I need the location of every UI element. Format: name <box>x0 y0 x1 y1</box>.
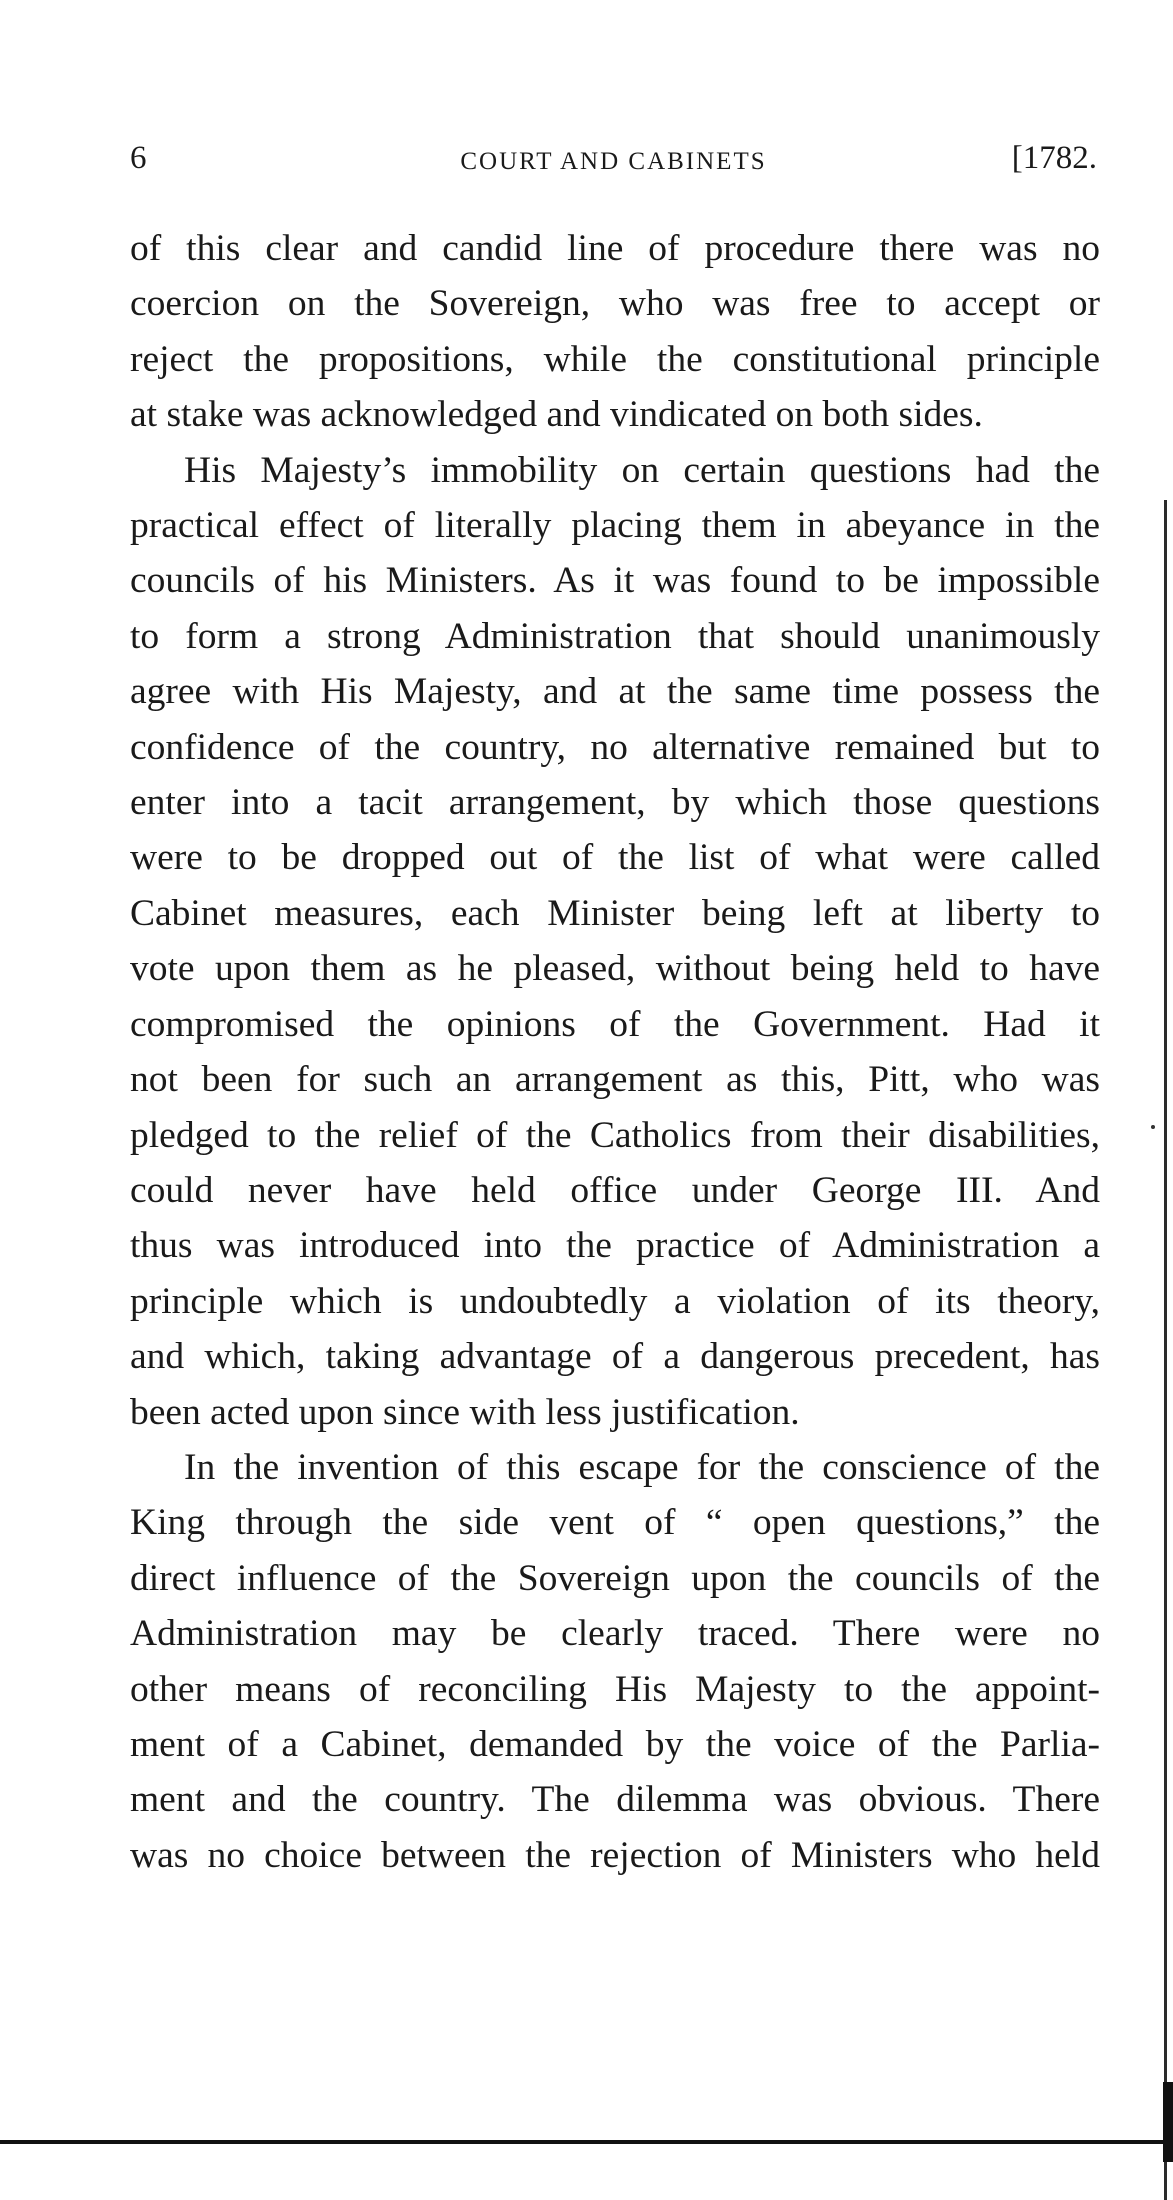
running-title: COURT AND CABINETS <box>460 148 767 175</box>
text-line: councils of his Ministers. As it was found to be impossible <box>130 560 1100 602</box>
text-line: King through the side vent of “ open questions,” the <box>130 1502 1100 1544</box>
text-line: agree with His Majesty, and at the same time possess the <box>130 671 1100 713</box>
body-text <box>130 221 1100 1883</box>
text-line: could never have held office under George III. And <box>130 1169 1100 1211</box>
scan-corner <box>1163 2082 1173 2162</box>
text-line: Cabinet measures, each Minister being left at liberty to <box>130 892 1100 934</box>
text-line: at stake was acknowledged and vindicated on both sides. <box>130 394 983 436</box>
text-line: Administration may be clearly traced. There were no <box>130 1613 1100 1655</box>
text-line: and which, taking advantage of a dangerous precedent, has <box>130 1336 1100 1378</box>
text-line: to form a strong Administration that should unanimously <box>130 615 1100 657</box>
header-year: [1782. <box>1011 140 1097 176</box>
text-line: been acted upon since with less justification. <box>130 1391 800 1433</box>
page-number: 6 <box>130 140 147 176</box>
text-line: of this clear and candid line of procedure there was no <box>130 228 1100 269</box>
text-line: In the invention of this escape for the conscience of the <box>184 1446 1100 1488</box>
text-line: pledged to the relief of the Catholics from their disabilities, <box>130 1114 1100 1156</box>
text-line: vote upon them as he pleased, without being held to have <box>130 948 1100 990</box>
text-line: were to be dropped out of the list of what were called <box>130 837 1100 879</box>
text-line: other means of reconciling His Majesty to the appoint- <box>130 1668 1100 1710</box>
text-line: His Majesty’s immobility on certain questions had the <box>184 449 1100 491</box>
text-line: ment of a Cabinet, demanded by the voice of the Parlia- <box>130 1723 1100 1765</box>
text-line: ment and the country. The dilemma was obvious. There <box>130 1779 1100 1821</box>
text-line: thus was introduced into the practice of Administration a <box>130 1225 1100 1267</box>
text-line: was no choice between the rejection of Ministers who held <box>130 1834 1100 1876</box>
text-line: confidence of the country, no alternative remained but to <box>130 726 1100 768</box>
scan-edge-bottom <box>0 2140 1173 2162</box>
scan-speck <box>1151 1125 1155 1129</box>
paragraph-1 <box>130 221 1100 443</box>
paragraph-2 <box>130 443 1100 1440</box>
paragraph-3 <box>130 1440 1100 1883</box>
text-line: coercion on the Sovereign, who was free to accept or <box>130 283 1100 325</box>
page-header <box>130 140 1097 184</box>
text-line: compromised the opinions of the Government. Had it <box>130 1003 1100 1045</box>
text-line: direct influence of the Sovereign upon the councils of the <box>130 1557 1100 1599</box>
text-line: practical effect of literally placing them in abeyance in the <box>130 505 1100 547</box>
text-line: enter into a tacit arrangement, by which those questions <box>130 782 1100 824</box>
text-line: reject the propositions, while the constitutional principle <box>130 338 1100 380</box>
text-line: not been for such an arrangement as this, Pitt, who was <box>130 1059 1100 1101</box>
scan-edge-right <box>1164 500 1167 2200</box>
text-line: principle which is undoubtedly a violation of its theory, <box>130 1280 1100 1322</box>
